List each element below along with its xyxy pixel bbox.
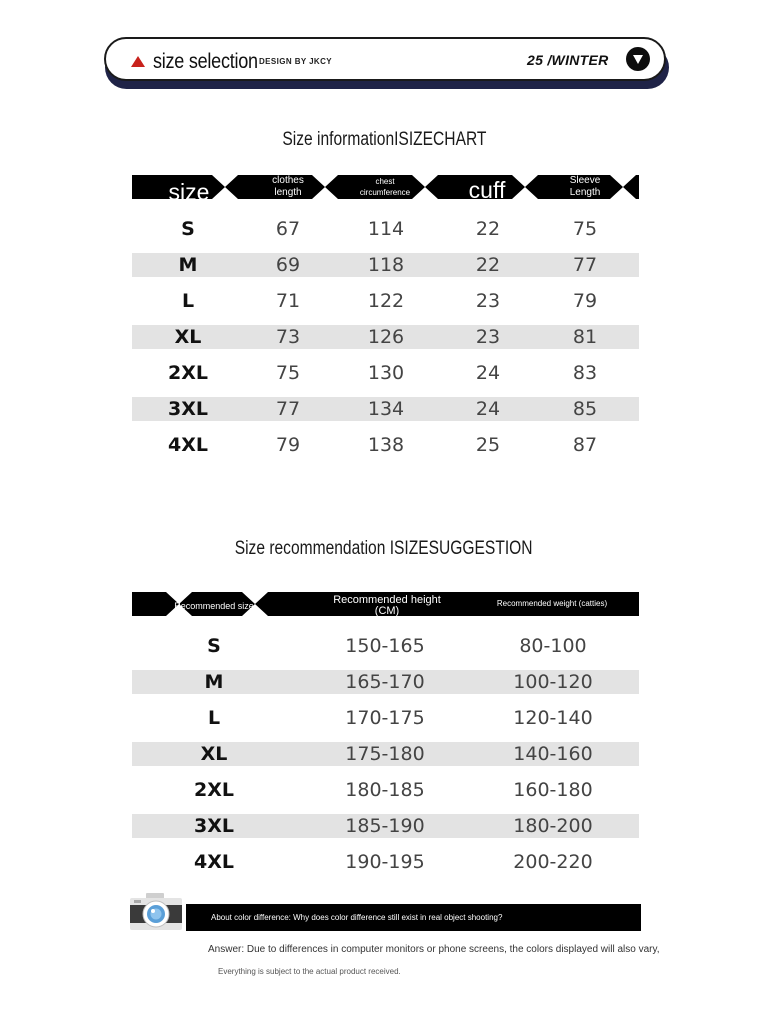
value-cell: 185-190: [345, 815, 425, 837]
size-label-cell: M: [204, 671, 224, 693]
table-row: [132, 670, 639, 694]
value-cell: 23: [475, 326, 501, 348]
size-label-cell: M: [178, 254, 198, 276]
size-label-cell: 2XL: [168, 362, 208, 384]
color-difference-answer: Answer: Due to differences in computer monitors or phone screens, the colors displayed will also vary,: [208, 944, 660, 955]
value-cell: 87: [572, 434, 598, 456]
size-label-cell: XL: [200, 743, 228, 765]
column-header-recommended-weight: Recommended weight (catties): [496, 599, 608, 608]
value-cell: 79: [275, 434, 301, 456]
size-label-cell: 3XL: [168, 398, 208, 420]
table-row: [132, 634, 639, 658]
value-cell: 165-170: [345, 671, 425, 693]
value-cell: 75: [572, 218, 598, 240]
value-cell: 85: [572, 398, 598, 420]
value-cell: 122: [367, 290, 405, 312]
value-cell: 130: [367, 362, 405, 384]
value-cell: 69: [275, 254, 301, 276]
value-cell: 180-200: [513, 815, 593, 837]
chevron-down-circle-icon: [626, 47, 650, 71]
column-header-recommended-size: Recommended size: [174, 600, 254, 611]
value-cell: 160-180: [513, 779, 593, 801]
value-cell: 73: [275, 326, 301, 348]
value-cell: 22: [475, 218, 501, 240]
size-label-cell: S: [207, 635, 221, 657]
size-label-cell: 3XL: [194, 815, 234, 837]
value-cell: 170-175: [345, 707, 425, 729]
value-cell: 83: [572, 362, 598, 384]
table-row: [132, 706, 639, 730]
value-cell: 118: [367, 254, 405, 276]
value-cell: 81: [572, 326, 598, 348]
column-header-size: size: [168, 178, 210, 205]
value-cell: 77: [275, 398, 301, 420]
value-cell: 24: [475, 362, 501, 384]
table-row: [132, 778, 639, 802]
season-label: 25 /WINTER: [527, 52, 609, 68]
header-banner: [104, 37, 666, 81]
value-cell: 80-100: [519, 635, 587, 657]
size-label-cell: 4XL: [168, 434, 208, 456]
table-row: [132, 361, 639, 385]
column-header-cuff: cuff: [468, 176, 506, 203]
size-label-cell: L: [181, 290, 195, 312]
table-row: [132, 217, 639, 241]
value-cell: 100-120: [513, 671, 593, 693]
table-row: [132, 742, 639, 766]
size-label-cell: XL: [174, 326, 202, 348]
value-cell: 138: [367, 434, 405, 456]
column-header-chest-circumference: chest circumference: [359, 176, 411, 197]
table-row: [132, 397, 639, 421]
table-row: [132, 814, 639, 838]
size-suggestion-heading: Size recommendation ISIZESUGGESTION: [235, 538, 533, 559]
value-cell: 79: [572, 290, 598, 312]
size-label-cell: L: [207, 707, 221, 729]
value-cell: 23: [475, 290, 501, 312]
value-cell: 175-180: [345, 743, 425, 765]
value-cell: 24: [475, 398, 501, 420]
size-label-cell: S: [181, 218, 195, 240]
value-cell: 22: [475, 254, 501, 276]
size-label-cell: 4XL: [194, 851, 234, 873]
value-cell: 150-165: [345, 635, 425, 657]
column-header-recommended-height: Recommended height (CM): [333, 594, 441, 617]
value-cell: 200-220: [513, 851, 593, 873]
value-cell: 25: [475, 434, 501, 456]
red-triangle-icon: [131, 56, 145, 67]
table-row: [132, 850, 639, 874]
header-title: size selection: [153, 50, 258, 73]
value-cell: 134: [367, 398, 405, 420]
column-header-sleeve-length: Sleeve Length: [569, 175, 601, 198]
value-cell: 114: [367, 218, 405, 240]
value-cell: 190-195: [345, 851, 425, 873]
value-cell: 71: [275, 290, 301, 312]
value-cell: 126: [367, 326, 405, 348]
value-cell: 75: [275, 362, 301, 384]
color-difference-note: About color difference: Why does color difference still exist in real object shooting?: [186, 904, 641, 931]
size-chart-heading: Size informationISIZECHART: [281, 129, 487, 150]
value-cell: 77: [572, 254, 598, 276]
table-row: [132, 325, 639, 349]
value-cell: 140-160: [513, 743, 593, 765]
size-label-cell: 2XL: [194, 779, 234, 801]
camera-icon: [130, 893, 182, 931]
size-suggestion-header: [132, 592, 639, 616]
column-header-clothes-length: clothes length: [272, 175, 304, 198]
size-chart-header: [132, 175, 639, 205]
table-row: [132, 433, 639, 457]
value-cell: 67: [275, 218, 301, 240]
value-cell: 120-140: [513, 707, 593, 729]
product-disclaimer: Everything is subject to the actual product received.: [218, 967, 401, 976]
design-credit: DESIGN BY JKCY: [259, 57, 333, 66]
value-cell: 180-185: [345, 779, 425, 801]
table-row: [132, 289, 639, 313]
table-row: [132, 253, 639, 277]
